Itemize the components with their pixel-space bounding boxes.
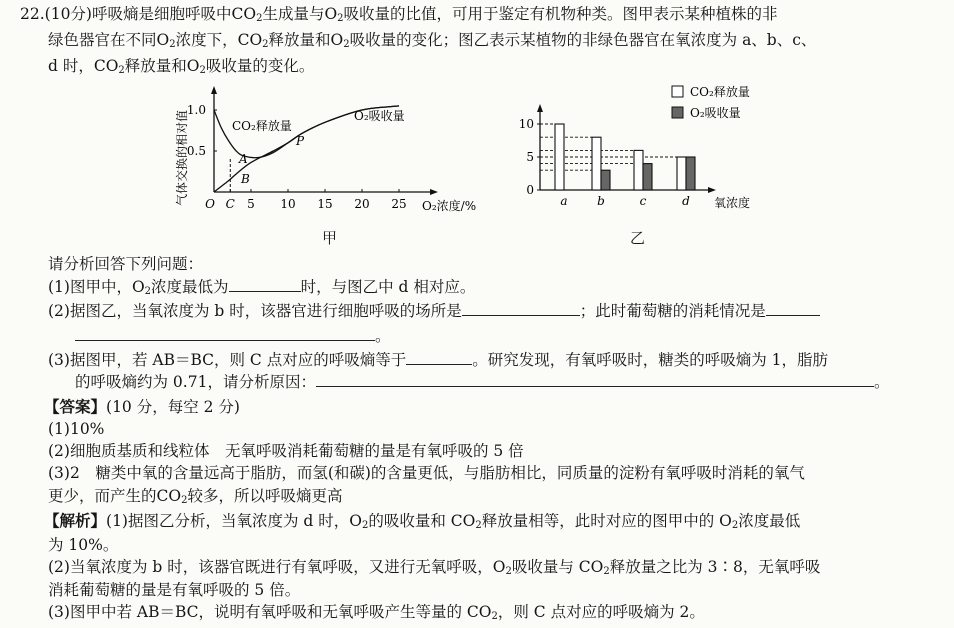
figure-yi-chart bbox=[510, 82, 800, 212]
answer-text: 较多，所以呼吸熵更高 bbox=[187, 487, 343, 505]
question-number: 22. bbox=[20, 5, 45, 23]
analysis-text: (1)据图乙分析，当氧浓度为 d 时，O bbox=[106, 512, 362, 530]
analysis-line-4: 消耗葡萄糖的量是有氧呼吸的 5 倍。 bbox=[48, 581, 301, 599]
analysis-text: (3)图甲中若 AB＝BC，说明有氧呼吸和无氧呼吸产生等量的 CO bbox=[48, 603, 492, 621]
subscript: 2 bbox=[505, 566, 512, 577]
answer-note: (10 分，每空 2 分) bbox=[106, 398, 240, 416]
x-tick-label: 10 bbox=[280, 197, 296, 211]
stem-text: 绿色器官在不同O bbox=[48, 31, 170, 49]
q3-text: 的呼吸熵约为 0.71，请分析原因： bbox=[75, 373, 316, 391]
stem-text: 释放量和O bbox=[124, 57, 200, 75]
analysis-label: 【解析】 bbox=[44, 511, 107, 530]
y-axis-arrow bbox=[537, 104, 543, 112]
subscript: 2 bbox=[118, 65, 125, 76]
answer-3-line-1: (3)2 糖类中氧的含量远高于脂肪，而氢(和碳)的含量更低，与脂肪相比，同质量的淀粉有氧呼吸时消耗的氧气 bbox=[48, 464, 805, 482]
figure-jia-caption: 甲 bbox=[322, 229, 338, 247]
y-tick-label: 5 bbox=[526, 150, 534, 164]
q3-text: 。 bbox=[873, 373, 890, 391]
subscript: 2 bbox=[337, 13, 344, 24]
stem-text: 生成量与O bbox=[262, 5, 338, 23]
question-2-cont bbox=[75, 326, 391, 346]
x-tick-label: 25 bbox=[391, 197, 407, 211]
subscript: 2 bbox=[144, 286, 152, 297]
x-tick-label: d bbox=[682, 194, 690, 208]
analysis-text: 的吸收量和 CO bbox=[368, 512, 476, 530]
subscript: 2 bbox=[199, 65, 206, 76]
x-axis-label: O₂浓度/% bbox=[422, 199, 477, 213]
x-axis-arrow bbox=[430, 189, 438, 195]
stem-text: 吸收量的比值，可用于鉴定有机物种类。图甲表示某种植株的非 bbox=[343, 5, 778, 23]
question-3-cont bbox=[75, 372, 889, 392]
q2-text: (2)据图乙，当氧浓度为 b 时，该器官进行细胞呼吸的场所是 bbox=[48, 302, 462, 320]
bar-co2-a bbox=[555, 124, 564, 190]
subscript: 2 bbox=[169, 39, 176, 50]
point-p-label: P bbox=[296, 134, 305, 148]
question-2 bbox=[48, 301, 820, 321]
subscript: 2 bbox=[731, 520, 739, 531]
subscript: 2 bbox=[256, 13, 263, 24]
analysis-text: ，则 C 点对应的呼吸熵为 2。 bbox=[497, 603, 705, 621]
x-tick-label: 5 bbox=[247, 197, 255, 211]
y-axis-label: 气体交换的相对值 bbox=[175, 109, 189, 207]
question-stem-line-1 bbox=[20, 4, 778, 24]
y-tick-label: 0 bbox=[526, 183, 534, 197]
q2-text: ；此时葡萄糖的消耗情况是 bbox=[579, 302, 766, 320]
x-axis-label: 氧浓度 bbox=[714, 196, 751, 210]
curve-label-co2: CO₂释放量 bbox=[232, 119, 292, 133]
subscript: 2 bbox=[475, 520, 482, 531]
prompt-line: 请分析回答下列问题： bbox=[48, 255, 204, 273]
figure-jia-chart bbox=[160, 80, 490, 230]
analysis-text: (2)当氧浓度为 b 时，该器官既进行有氧呼吸，又进行无氧呼吸，O bbox=[48, 558, 506, 576]
x-tick-label: a bbox=[560, 194, 568, 208]
subscript: 2 bbox=[262, 39, 269, 50]
q1-answer-blank[interactable] bbox=[229, 277, 301, 292]
x-tick-label: C bbox=[225, 197, 235, 211]
q3-answer-blank-2[interactable] bbox=[316, 372, 874, 387]
q3-text: 。研究发现，有氧呼吸时，糖类的呼吸熵为 1，脂肪 bbox=[472, 351, 829, 369]
subscript: 2 bbox=[343, 39, 350, 50]
subscript: 2 bbox=[603, 566, 610, 577]
answer-2: (2)细胞质基质和线粒体 无氧呼吸消耗葡萄糖的量是有氧呼吸的 5 倍 bbox=[48, 442, 524, 460]
q1-text: 时，与图乙中 d 相对应。 bbox=[300, 278, 476, 296]
x-tick-label: 20 bbox=[354, 197, 370, 211]
x-tick-label: 15 bbox=[317, 197, 333, 211]
subscript: 2 bbox=[491, 611, 498, 622]
question-stem-line-2 bbox=[48, 30, 816, 50]
q2-answer-blank-2-cont[interactable] bbox=[75, 326, 375, 341]
question-1 bbox=[48, 277, 475, 297]
q3-text: (3)据图甲，若 AB＝BC，则 C 点对应的呼吸熵等于 bbox=[48, 351, 407, 369]
answer-1: (1)10% bbox=[48, 420, 105, 438]
answer-header bbox=[44, 397, 240, 417]
legend-swatch-co2 bbox=[672, 86, 683, 97]
curve-label-o2: O₂吸收量 bbox=[354, 109, 405, 123]
stem-text: 释放量和O bbox=[268, 31, 344, 49]
stem-text: 吸收量的变化；图乙表示某植物的非绿色器官在氧浓度为 a、b、c、 bbox=[349, 31, 817, 49]
answer-text: 更少，而产生的CO bbox=[48, 487, 182, 505]
stem-text: 呼吸熵是细胞呼吸中CO bbox=[91, 5, 257, 23]
legend-swatch-o2 bbox=[672, 107, 683, 118]
answer-label: 【答案】 bbox=[44, 397, 107, 416]
subscript: 2 bbox=[361, 520, 369, 531]
answer-3-line-2 bbox=[48, 486, 342, 506]
q3-answer-blank-1[interactable] bbox=[406, 350, 472, 365]
analysis-text: 释放量相等，此时对应的图甲中的 O bbox=[481, 512, 732, 530]
subscript: 2 bbox=[181, 495, 188, 506]
y-tick-label: 10 bbox=[518, 117, 534, 131]
question-stem-line-3 bbox=[48, 56, 314, 76]
x-tick-label: O bbox=[205, 197, 215, 211]
question-3 bbox=[48, 350, 828, 370]
analysis-line-3 bbox=[48, 557, 820, 577]
point-b-label: B bbox=[241, 172, 250, 186]
question-points: (10分) bbox=[44, 5, 92, 23]
legend-label-co2: CO₂释放量 bbox=[690, 85, 750, 99]
q1-text: 浓度最低为 bbox=[151, 278, 229, 296]
x-tick-label: b bbox=[597, 194, 605, 208]
y-tick-label: 1.0 bbox=[186, 103, 206, 117]
figure-yi-caption: 乙 bbox=[630, 229, 646, 247]
bar-co2-c bbox=[634, 150, 643, 190]
bar-o2-d bbox=[686, 157, 695, 190]
stem-text: d 时，CO bbox=[48, 57, 119, 75]
legend-label-o2: O₂吸收量 bbox=[690, 106, 741, 120]
y-axis-arrow bbox=[211, 86, 217, 94]
q2-answer-blank-2[interactable] bbox=[766, 301, 820, 316]
analysis-line-1 bbox=[44, 511, 800, 531]
x-tick-label: c bbox=[639, 194, 647, 208]
bar-o2-c bbox=[643, 164, 652, 190]
analysis-line-5 bbox=[48, 602, 705, 622]
point-a-label: A bbox=[239, 152, 248, 166]
bar-o2-b bbox=[601, 170, 610, 190]
y-tick-label: 0.5 bbox=[186, 144, 206, 158]
q1-text: (1)图甲中，O bbox=[48, 278, 145, 296]
stem-text: 吸收量的变化。 bbox=[205, 57, 315, 75]
q2-answer-blank-1[interactable] bbox=[462, 301, 580, 316]
analysis-text: 吸收量与 CO bbox=[511, 558, 604, 576]
stem-text: 浓度下，CO bbox=[175, 31, 263, 49]
analysis-line-2: 为 10%。 bbox=[48, 536, 119, 554]
q2-text: 。 bbox=[375, 327, 391, 345]
bar-co2-d bbox=[677, 157, 686, 190]
bar-co2-b bbox=[592, 137, 601, 190]
x-axis-arrow bbox=[708, 187, 716, 193]
analysis-text: 释放量之比为 3∶8，无氧呼吸 bbox=[609, 558, 821, 576]
analysis-text: 浓度最低 bbox=[738, 512, 801, 530]
